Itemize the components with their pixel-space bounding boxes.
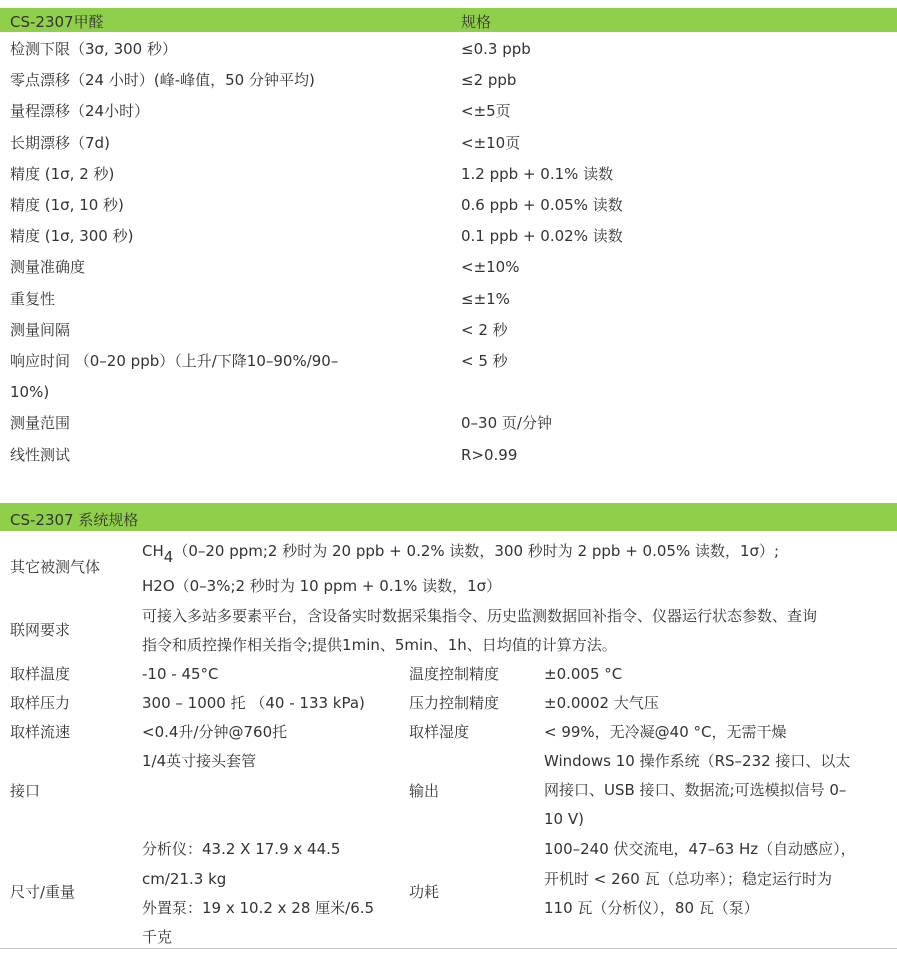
- param-name: 测量范围: [10, 414, 71, 433]
- ch-text: CH: [142, 542, 164, 560]
- param-name: 10%): [10, 383, 50, 402]
- param-value: < 2 秒: [461, 320, 508, 339]
- sample-flow-label: 取样流速: [10, 723, 71, 741]
- power-label: 功耗: [409, 883, 440, 901]
- param-name: 量程漂移（24小时）: [10, 102, 150, 121]
- size-line-3: 外置泵：19 x 10.2 x 28 厘米/6.5: [142, 899, 375, 917]
- header-spec: 规格: [461, 13, 492, 31]
- param-value: <±10页: [461, 133, 521, 152]
- output-line-2: 网接口、USB 接口、数据流;可选模拟信号 0–: [544, 781, 847, 799]
- param-value: ≤0.3 ppb: [461, 40, 531, 58]
- param-name: 测量间隔: [10, 320, 71, 339]
- size-line-1: 分析仪：43.2 X 17.9 x 44.5: [142, 840, 341, 858]
- sample-humidity-label: 取样湿度: [409, 723, 470, 741]
- pressure-control-value: ±0.0002 大气压: [544, 694, 659, 712]
- param-value: 1.2 ppb + 0.1% 读数: [461, 164, 614, 183]
- power-line-3: 110 瓦（分析仪），80 瓦（泵）: [544, 899, 759, 917]
- ch-subscript: 4: [163, 548, 174, 566]
- size-weight-label: 尺寸/重量: [10, 883, 76, 901]
- system-spec-title: CS-2307 系统规格: [10, 511, 139, 529]
- param-value: <±10%: [461, 258, 520, 277]
- temp-control-label: 温度控制精度: [409, 665, 500, 683]
- other-gas-line1: [142, 537, 779, 572]
- ch-rest: （0–20 ppm;2 秒时为 20 ppb + 0.2% 读数，300 秒时为 2 ppb + 0.05% 读数，1σ）;: [173, 542, 780, 560]
- interface-label: 接口: [10, 782, 41, 800]
- output-label: 输出: [409, 782, 440, 800]
- sample-temp-label: 取样温度: [10, 665, 71, 683]
- param-value: 0–30 页/分钟: [461, 414, 552, 433]
- output-line-1: Windows 10 操作系统（RS–232 接口、以太: [544, 752, 851, 770]
- output-line-3: 10 V): [544, 810, 584, 828]
- network-label: 联网要求: [10, 621, 71, 639]
- param-name: 长期漂移（7d): [10, 133, 110, 152]
- param-name: 测量准确度: [10, 258, 86, 277]
- param-name: 重复性: [10, 289, 56, 308]
- sample-pressure-label: 取样压力: [10, 694, 71, 712]
- param-name: 检测下限（3σ, 300 秒）: [10, 40, 177, 58]
- param-name: 精度 (1σ, 2 秒): [10, 164, 115, 183]
- power-line-1: 100–240 伏交流电，47–63 Hz（自动感应），: [544, 840, 856, 858]
- spec-table-header: [0, 8, 897, 32]
- param-name: 精度 (1σ, 300 秒): [10, 227, 134, 246]
- network-line2: 指令和质控操作相关指令;提供1min、5min、1h、日均值的计算方法。: [142, 636, 617, 654]
- other-gas-label: 其它被测气体: [10, 558, 101, 576]
- size-line-2: cm/21.3 kg: [142, 870, 227, 888]
- power-line-2: 开机时 < 260 瓦（总功率）；稳定运行时为: [544, 870, 833, 888]
- interface-value: 1/4英寸接头套管: [142, 752, 257, 770]
- param-name: 线性测试: [10, 445, 71, 464]
- table-bottom-divider: [0, 948, 897, 949]
- param-name: 响应时间 （0–20 ppb）（上升/下降10–90%/90–: [10, 352, 339, 370]
- temp-control-value: ±0.005 °C: [544, 665, 623, 683]
- param-value: R>0.99: [461, 445, 518, 464]
- param-value: ≤2 ppb: [461, 71, 517, 90]
- size-line-4: 千克: [142, 928, 173, 946]
- param-value: ≤±1%: [461, 289, 510, 308]
- system-spec-header: [0, 503, 897, 531]
- param-value: 0.1 ppb + 0.02% 读数: [461, 227, 623, 246]
- param-name: 零点漂移（24 小时）(峰-峰值，50 分钟平均): [10, 71, 315, 90]
- param-value: < 5 秒: [461, 352, 508, 370]
- header-model: CS-2307甲醛: [10, 13, 104, 31]
- other-gas-line2: H2O（0–3%;2 秒时为 10 ppm + 0.1% 读数，1σ）: [142, 577, 502, 595]
- param-name: 精度 (1σ, 10 秒): [10, 196, 124, 214]
- param-value: 0.6 ppb + 0.05% 读数: [461, 196, 623, 214]
- pressure-control-label: 压力控制精度: [409, 694, 500, 712]
- sample-flow-value: <0.4升/分钟@760托: [142, 723, 288, 741]
- sample-humidity-value: < 99%，无冷凝@40 °C，无需干燥: [544, 723, 787, 741]
- network-line1: 可接入多站多要素平台，含设备实时数据采集指令、历史监测数据回补指令、仪器运行状态参数、查询: [142, 607, 818, 625]
- param-value: <±5页: [461, 102, 511, 121]
- sample-pressure-value: 300 – 1000 托 （40 - 133 kPa): [142, 694, 365, 712]
- sample-temp-value: -10 - 45°C: [142, 665, 219, 683]
